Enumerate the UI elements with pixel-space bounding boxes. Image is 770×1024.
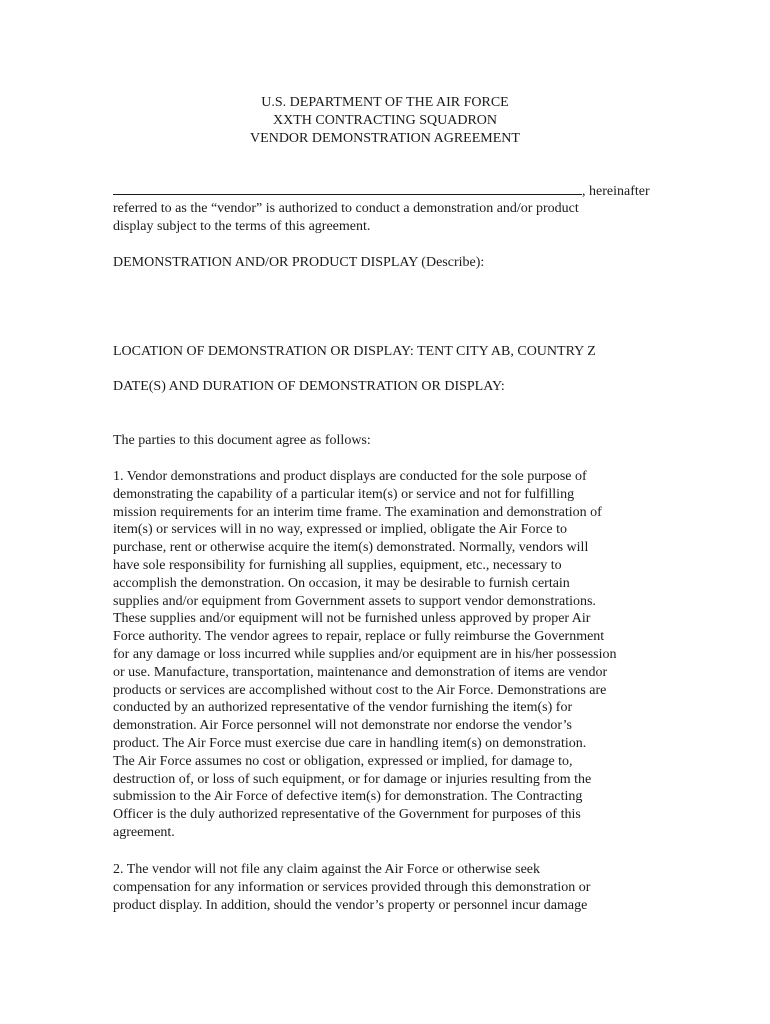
paragraph-1-line: for any damage or loss incurred while supplies and/or equipment are in his/her possession [113,646,617,662]
vendor-name-line [113,182,658,201]
paragraph-1-line: demonstrating the capability of a particular item(s) or service and not for fulfilling [113,486,575,502]
paragraph-1-line: conducted by an authorized representative of the vendor furnishing the item(s) for [113,700,573,716]
location-label: LOCATION OF DEMONSTRATION OR DISPLAY: TENT CITY AB, COUNTRY Z [113,344,596,359]
header-squadron: XXTH CONTRACTING SQUADRON [273,113,497,128]
paragraph-1-line: These supplies and/or equipment will not be furnished unless approved by proper Air [113,611,591,627]
intro-line: display subject to the terms of this agreement. [113,218,371,234]
paragraph-1 [113,468,658,842]
parties-statement: The parties to this document agree as follows: [113,433,371,448]
paragraph-1-line: agreement. [113,824,175,840]
document-header [0,94,770,148]
vendor-name-blank[interactable] [113,182,582,195]
header-agreement-title: VENDOR DEMONSTRATION AGREEMENT [250,131,520,146]
paragraph-1-line: item(s) or services will in no way, expressed or implied, obligate the Air Force to [113,522,567,538]
paragraph-1-line: Officer is the duly authorized representative of the Government for purposes of this [113,807,581,823]
header-department: U.S. DEPARTMENT OF THE AIR FORCE [261,95,509,110]
paragraph-2 [113,861,658,914]
paragraph-1-line: purchase, rent or otherwise acquire the item(s) demonstrated. Normally, vendors will [113,540,589,556]
paragraph-1-line: The Air Force assumes no cost or obligation, expressed or implied, for damage to, [113,753,573,769]
paragraph-1-line: Force authority. The vendor agrees to repair, replace or fully reimburse the Government [113,629,605,645]
paragraph-1-line: accomplish the demonstration. On occasion, it may be desirable to furnish certain [113,575,570,591]
paragraph-2-line: compensation for any information or services provided through this demonstration or [113,879,591,895]
paragraph-1-line: products or services are accomplished without cost to the Air Force. Demonstrations are [113,682,607,698]
intro-line: referred to as the “vendor” is authorized to conduct a demonstration and/or product [113,201,579,216]
paragraph-1-line: supplies and/or equipment from Government assets to support vendor demonstrations. [113,593,596,609]
paragraph-1-line: product. The Air Force must exercise due care in handling item(s) on demonstration. [113,735,587,751]
paragraph-2-line: 2. The vendor will not file any claim against the Air Force or otherwise seek [113,862,541,877]
paragraph-1-line: demonstration. Air Force personnel will not demonstrate nor endorse the vendor’s [113,718,572,734]
demonstration-label: DEMONSTRATION AND/OR PRODUCT DISPLAY (Describe): [113,255,485,270]
paragraph-1-line: 1. Vendor demonstrations and product displays are conducted for the sole purpose of [113,469,587,484]
vendor-blank-suffix: , hereinafter [582,184,650,199]
intro-paragraph [113,200,658,236]
paragraph-1-line: mission requirements for an interim time frame. The examination and demonstration of [113,504,602,520]
paragraph-1-line: have sole responsibility for furnishing all supplies, equipment, etc., necessary to [113,557,562,573]
paragraph-1-line: destruction of, or loss of such equipment, or for damage or injuries resulting from the [113,771,592,787]
paragraph-1-line: submission to the Air Force of defective item(s) for demonstration. The Contracting [113,789,583,805]
dates-label: DATE(S) AND DURATION OF DEMONSTRATION OR DISPLAY: [113,379,505,394]
paragraph-2-line: product display. In addition, should the vendor’s property or personnel incur damage [113,897,588,913]
paragraph-1-line: or use. Manufacture, transportation, maintenance and demonstration of items are vendor [113,664,608,680]
